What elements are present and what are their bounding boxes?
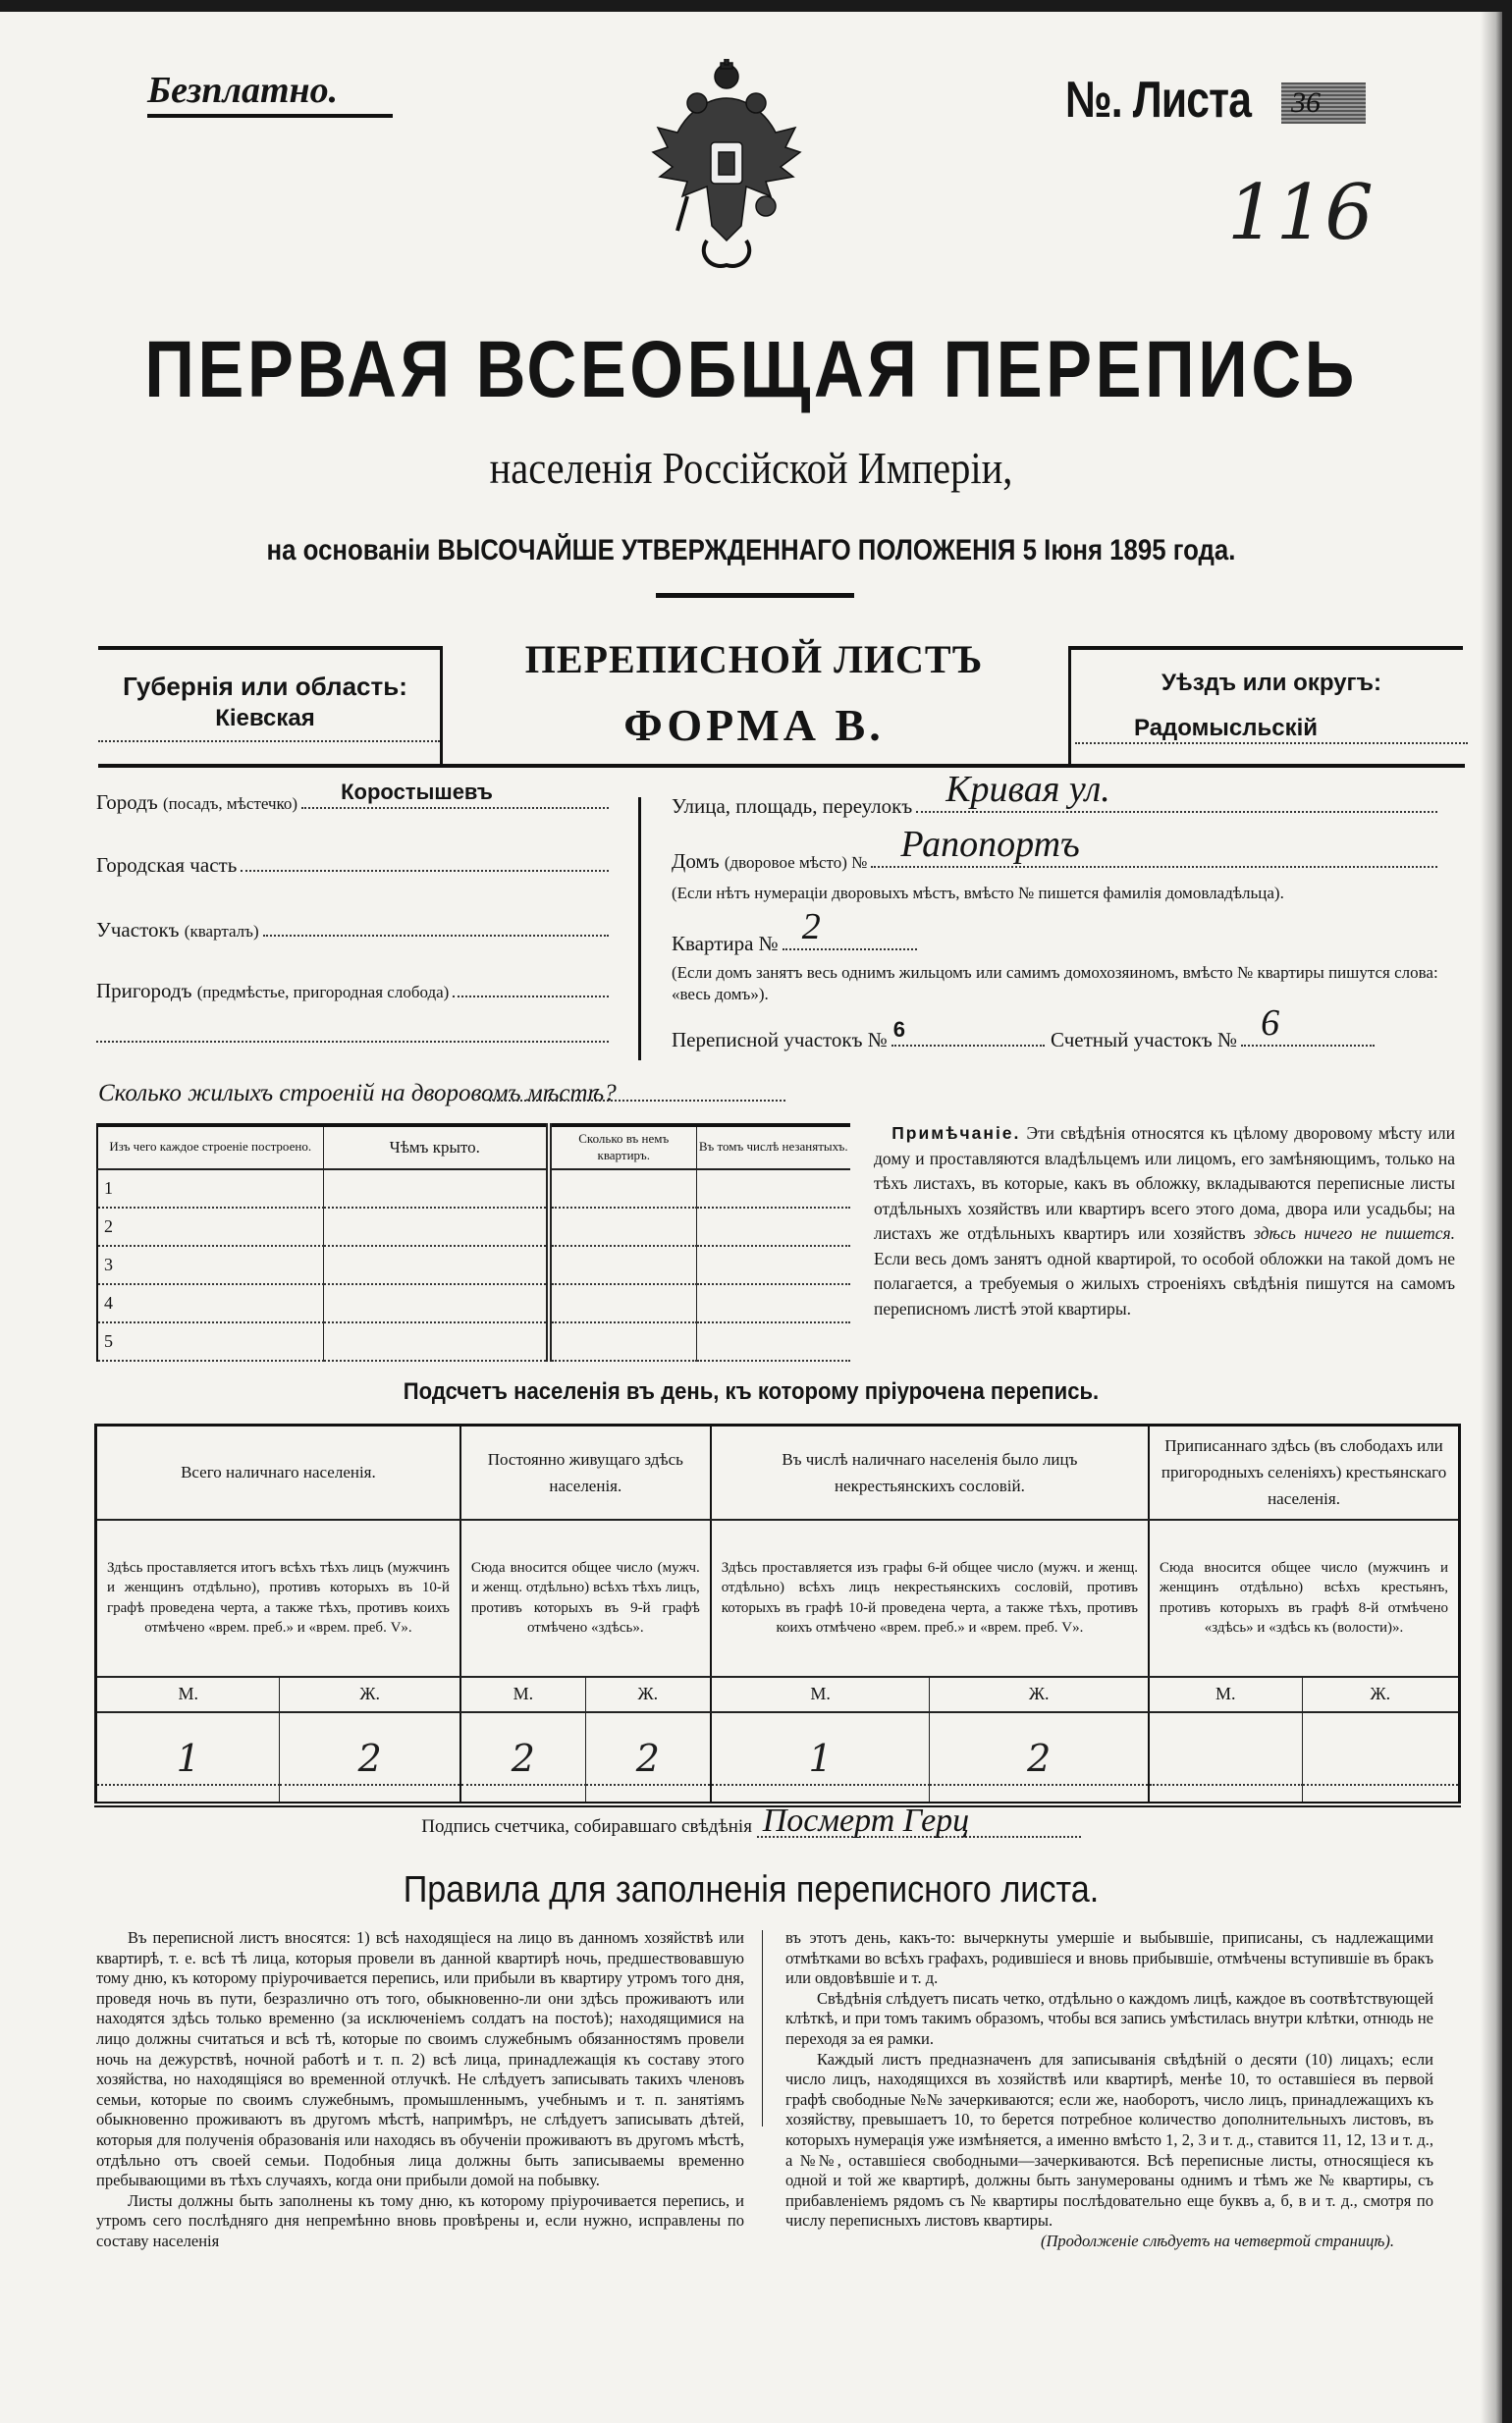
rules-column-divider: [762, 1930, 763, 2127]
apartment-label: Квартира №: [672, 932, 779, 955]
rules-left-column: [96, 1928, 744, 2252]
census-sheet-page: [0, 12, 1502, 2423]
house-label: Домъ: [672, 849, 720, 873]
building-row-number[interactable]: 2: [97, 1208, 323, 1246]
buildings-header-row: [97, 1125, 850, 1169]
sheet-number-stamp: 36: [1281, 82, 1366, 124]
street-input[interactable]: [916, 769, 1437, 813]
fields-divider: [638, 797, 641, 1060]
buildings-table-row: [97, 1169, 850, 1208]
note-text-2: Если весь домъ занятъ одной квартирой, то особой обложки на такой домъ не полагается, а требуемыя о жилыхъ строеніяхъ свѣдѣнія пишутся на самомъ переписномъ листѣ этой квартиры.: [874, 1248, 1455, 1319]
male-label: М.: [96, 1677, 280, 1712]
present-female-value[interactable]: 2: [280, 1712, 460, 1785]
building-row-number[interactable]: 4: [97, 1284, 323, 1322]
building-cell[interactable]: [549, 1284, 696, 1322]
uchastok-label: Участокъ: [96, 918, 180, 942]
uezd-label: Уѣздъ или округъ:: [1161, 670, 1382, 696]
form-title: ПЕРЕПИСНОЙ ЛИСТЪ: [524, 637, 984, 681]
note-label: Примѣчаніе.: [891, 1123, 1021, 1143]
signature-input[interactable]: [757, 1803, 1081, 1839]
note-italic: здѣсь ничего не пишется.: [1253, 1223, 1455, 1243]
box-rule: [98, 764, 1465, 768]
city-note: (посадъ, мѣстечко): [162, 794, 298, 813]
population-count-table: [94, 1424, 1461, 1807]
building-cell[interactable]: [696, 1322, 850, 1361]
count-district-label: Счетный участокъ №: [1051, 1028, 1238, 1051]
street-label: Улица, площадь, переулокъ: [672, 794, 913, 818]
rules-paragraph: въ этотъ день, какъ-то: вычеркнуты умершіе и выбывшіе, приписаны, съ надлежащими отмѣтками во всѣхъ графахъ, родившіеся и вновь прибывшіе, отмѣчены вступившіе въ бракъ или овдовѣвшіе и т. д.: [785, 1928, 1433, 1988]
building-cell[interactable]: [696, 1208, 850, 1246]
count-description-row: [96, 1520, 1460, 1677]
building-row-number[interactable]: 5: [97, 1322, 323, 1361]
free-label-underline: [147, 114, 393, 118]
count-district-input[interactable]: [1241, 1002, 1375, 1047]
building-cell[interactable]: [323, 1169, 549, 1208]
apartment-hint: (Если домъ занятъ весь однимъ жильцомъ или самимъ домохозяиномъ, вмѣсто № квартиры пишутся слова: «весь домъ»).: [672, 963, 1438, 1003]
count-col-header: Всего наличнаго населенія.: [96, 1426, 460, 1520]
uchastok-field[interactable]: [96, 917, 609, 942]
non-peasant-male-value[interactable]: 1: [711, 1712, 930, 1785]
note-paragraph: [874, 1121, 1455, 1321]
signature-label: Подпись счетчика, собиравшаго свѣдѣнія: [421, 1816, 752, 1837]
spacer-cell: [1302, 1785, 1459, 1804]
city-part-input[interactable]: [241, 852, 609, 872]
male-label: М.: [460, 1677, 585, 1712]
rules-right-column: [785, 1928, 1433, 2252]
uchastok-input[interactable]: [263, 917, 609, 937]
present-male-value[interactable]: 1: [96, 1712, 280, 1785]
double-headed-eagle-icon: [648, 59, 805, 285]
extra-dotted-line: [96, 1041, 609, 1043]
rules-title: Правила для заполненія переписного листа.: [403, 1869, 1100, 1911]
census-district-field[interactable]: [672, 1017, 1045, 1052]
apartment-field[interactable]: [672, 906, 917, 956]
rules-paragraph: Въ переписной листъ вносятся: 1) всѣ находящіеся на лицо въ данномъ хозяйствѣ или квартирѣ, т. е. всѣ тѣ лица, которыя провели въ данной квартирѣ ночь, предшествовавшую тому дню, къ которому пріурочивается перепись, или прибыли въ квартиру утромъ того дня, проведя ночь въ пути, безразлично отъ того, обыкновенно-ли они здѣсь проживаютъ или находятся здѣсь только временно (за исключеніемъ солдатъ на постоѣ); находящимися на лицо должны считаться и всѣ тѣ, которые по своимъ служебнымъ обязанностямъ провели ночь на дежурствѣ, ночной работѣ и т. п. 2) всѣ лица, принадлежащія къ составу этого хозяйства, но находящіяся во временной отлучкѣ. Не слѣдуетъ записывать такихъ членовъ семьи, которые по своимъ служебнымъ, промышленнымъ, учебнымъ и т. п. занятіямъ обыкновенно проживаютъ въ другомъ мѣстѣ, напримѣръ, не слѣдуетъ записывать дѣтей, которыя для полученія образованія или находясь въ обученіи проживаютъ въ другомъ мѣстѣ, отдѣльно отъ своей семьи. Подобныя лица должны быть записываемы временно пребывающими въ тѣхъ случаяхъ, когда они прибыли домой на побывку.: [96, 1928, 744, 2190]
building-cell[interactable]: [549, 1169, 696, 1208]
buildings-answer-line[interactable]: [489, 1100, 785, 1102]
census-basis: на основаніи ВЫСОЧАЙШЕ УТВЕРЖДЕННАГО ПОЛОЖЕНІЯ 5 Іюня 1895 года.: [266, 534, 1236, 566]
building-cell[interactable]: [696, 1169, 850, 1208]
census-district-value: 6: [892, 1017, 906, 1042]
prigorod-label: Пригородъ: [96, 979, 192, 1002]
city-value: Коростышевъ: [341, 780, 493, 804]
building-cell[interactable]: [323, 1322, 549, 1361]
spacer-cell: [585, 1785, 710, 1804]
uezd-dotted-line: [1075, 742, 1468, 744]
census-district-input[interactable]: [891, 1017, 1045, 1047]
prigorod-note: (предмѣстье, пригородная слобода): [196, 983, 450, 1001]
rules-paragraph: Каждый листъ предназначенъ для записыванія свѣдѣній о десяти (10) лицахъ; если число лицъ, находящихся въ хозяйствѣ или квартирѣ, менѣе 10, то оставшіеся въ первой графѣ свободные №№ зачеркиваются; если же, наоборотъ, число лицъ, принадлежащихъ къ хозяйству, превышаетъ 10, то берется потребное количество дополнительныхъ листовъ, въ которыхъ нумерація уже измѣняется, а именно вмѣсто 1, 2, 3 и т. д., ставится 11, 12, 13 и т. д., а №№, оставшіеся свободными—зачеркиваются. Всѣ переписные листы, относящіеся къ одной и той же квартирѣ, должны быть занумерованы однимъ и тѣмъ же № квартиры, съ прибавленіемъ рядомъ съ № квартиры послѣдовательно еще буквъ а, б, в и т. д., смотря по числу переписныхъ листовъ квартиры.: [785, 2049, 1433, 2231]
box-rule: [98, 646, 442, 650]
box-rule: [1070, 646, 1463, 650]
female-label: Ж.: [1302, 1677, 1459, 1712]
rules-paragraph: Свѣдѣнія слѣдуетъ писать четко, отдѣльно о каждомъ лицѣ, каждое въ соотвѣтствующей клѣткѣ, и при томъ такимъ образомъ, чтобы вся запись умѣстилась внутри клѣтки, отнюдь не переходя за ея рамки.: [785, 1988, 1433, 2048]
sheet-number-label: №. Листа: [1065, 72, 1252, 129]
street-field[interactable]: [672, 769, 1437, 819]
enumerator-signature: [0, 1803, 1502, 1839]
building-cell[interactable]: [549, 1246, 696, 1284]
house-value: Рапопортъ: [900, 824, 1080, 865]
count-col-header: Постоянно живущаго здѣсь населенія.: [460, 1426, 711, 1520]
prigorod-field[interactable]: [96, 978, 609, 1003]
count-spacer-row: [96, 1785, 1460, 1804]
building-cell[interactable]: [323, 1208, 549, 1246]
note-text: Эти свѣдѣнія относятся къ цѣлому дворовому мѣсту или дому и проставляются владѣльцемъ или лицомъ, его замѣняющимъ, только на тѣхъ листахъ, въ которые, какъ въ обложку, вкладываются переписные листы отдѣльныхъ хозяйствъ или квартиръ всего этого дома, двора или усадьбы; на листахъ же отдѣльныхъ квартиръ или хозяйствъ: [874, 1123, 1456, 1243]
population-count-title: Подсчетъ населенія въ день, къ которому пріурочена перепись.: [403, 1378, 1100, 1405]
buildings-table-row: [97, 1322, 850, 1361]
apartment-input[interactable]: [783, 906, 917, 950]
non-peasant-female-value[interactable]: 2: [930, 1712, 1149, 1785]
building-row-number[interactable]: 1: [97, 1169, 323, 1208]
female-label: Ж.: [930, 1677, 1149, 1712]
prigorod-input[interactable]: [453, 978, 609, 997]
count-col-description: Сюда вносится общее число (мужчинъ и женщинъ отдѣльно) всѣхъ крестьянъ, противъ которыхъ въ графѣ 8-й отмѣчено «здѣсь» и «здѣсь къ (волости)».: [1149, 1520, 1459, 1677]
spacer-cell: [460, 1785, 585, 1804]
count-values-row: [96, 1712, 1460, 1785]
house-hint: (Если нѣтъ нумераціи дворовыхъ мѣстъ, вмѣсто № пишется фамилія домовладѣльца).: [672, 884, 1284, 902]
rules-continuation-note: (Продолженіе слѣдуетъ на четвертой страницѣ).: [1041, 2231, 1394, 2250]
permanent-male-value[interactable]: 2: [460, 1712, 585, 1785]
count-col-description: Здѣсь проставляется изъ графы 6-й общее число (мужч. и женщ. отдѣльно) всѣхъ лицъ некрестьянскихъ сословій, противъ которыхъ въ графѣ 10-й проведена черта, а также тѣхъ, противъ коихъ отмѣчено «врем. преб.» и «врем. преб. V».: [711, 1520, 1149, 1677]
building-row-number[interactable]: 3: [97, 1246, 323, 1284]
male-label: М.: [1149, 1677, 1302, 1712]
spacer-cell: [96, 1785, 280, 1804]
census-subtitle: населенія Россійской Имперіи,: [489, 443, 1013, 493]
count-header-row: [96, 1426, 1460, 1520]
col-vacant: Въ томъ числѣ незанятыхъ.: [696, 1125, 850, 1169]
count-col-description: Сюда вносится общее число (мужч. и женщ. отдѣльно) всѣхъ тѣхъ лицъ, противъ которыхъ въ 9-й графѣ отмѣчено «здѣсь».: [460, 1520, 711, 1677]
building-cell[interactable]: [549, 1322, 696, 1361]
col-roof: Чѣмъ крыто.: [323, 1125, 549, 1169]
house-note: (дворовое мѣсто) №: [724, 853, 868, 872]
box-divider: [1068, 646, 1071, 764]
female-label: Ж.: [280, 1677, 460, 1712]
apartment-value: 2: [801, 906, 821, 947]
male-label: М.: [711, 1677, 930, 1712]
uezd-value[interactable]: Радомысльскій: [1134, 715, 1318, 741]
city-part-label: Городская часть: [96, 853, 238, 877]
house-field[interactable]: [672, 824, 1437, 874]
buildings-table-row: [97, 1246, 850, 1284]
peasant-female-value[interactable]: [1302, 1712, 1459, 1785]
census-title: ПЕРВАЯ ВСЕОБЩАЯ ПЕРЕПИСЬ: [144, 325, 1358, 414]
city-input[interactable]: [301, 780, 609, 809]
building-cell[interactable]: [323, 1246, 549, 1284]
count-col-header: Приписаннаго здѣсь (въ слободахъ или пригородныхъ селеніяхъ) крестьянскаго населенія.: [1149, 1426, 1459, 1520]
rules-paragraph: Листы должны быть заполнены къ тому дню, къ которому пріурочивается перепись, и утромъ сего послѣдняго дня непремѣнно вновь провѣрены и, если нужно, исправлены по составу населенія: [96, 2190, 744, 2250]
city-label: Городъ: [96, 790, 158, 814]
form-subtitle: ФОРМА В.: [623, 700, 885, 750]
spacer-cell: [930, 1785, 1149, 1804]
signature-value: Посмерт Герц: [762, 1803, 970, 1839]
count-sex-row: [96, 1677, 1460, 1712]
building-cell[interactable]: [696, 1284, 850, 1322]
buildings-table-row: [97, 1208, 850, 1246]
buildings-table-row: [97, 1284, 850, 1322]
spacer-cell: [1149, 1785, 1302, 1804]
free-label: Безплатно.: [147, 70, 339, 111]
spacer-cell: [280, 1785, 460, 1804]
female-label: Ж.: [585, 1677, 710, 1712]
col-apartments: Сколько въ немъ квартиръ.: [549, 1125, 696, 1169]
building-cell[interactable]: [323, 1284, 549, 1322]
spacer-cell: [711, 1785, 930, 1804]
count-col-description: Здѣсь проставляется итогъ всѣхъ тѣхъ лицъ (мужчинъ и женщинъ отдѣльно), противъ которыхъ въ 10-й графѣ проведена черта, а также тѣхъ, противъ коихъ отмѣчено «врем. преб.» и «врем. преб. V».: [96, 1520, 460, 1677]
gubernia-dotted-line: [98, 740, 440, 742]
peasant-male-value[interactable]: [1149, 1712, 1302, 1785]
street-value: Кривая ул.: [945, 769, 1110, 810]
col-material: Изъ чего каждое строеніе построено.: [97, 1125, 323, 1169]
permanent-female-value[interactable]: 2: [585, 1712, 710, 1785]
house-input[interactable]: [871, 824, 1437, 868]
building-cell[interactable]: [696, 1246, 850, 1284]
handwritten-sheet-number: 116: [1227, 169, 1374, 257]
building-cell[interactable]: [549, 1208, 696, 1246]
gubernia-label: Губернія или область:: [123, 672, 407, 701]
title-divider: [656, 593, 854, 598]
count-district-field[interactable]: [1051, 1002, 1375, 1052]
census-district-label: Переписной участокъ №: [672, 1028, 888, 1051]
gubernia-value[interactable]: Кіевская: [215, 705, 315, 731]
buildings-table: [96, 1123, 850, 1362]
count-col-header: Въ числѣ наличнаго населенія было лицъ некрестьянскихъ сословій.: [711, 1426, 1149, 1520]
buildings-question: Сколько жилыхъ строеній на дворовомъ мѣстѣ?: [98, 1080, 617, 1106]
city-part-field[interactable]: [96, 852, 609, 878]
uchastok-note: (кварталъ): [184, 922, 259, 941]
city-field[interactable]: [96, 780, 609, 815]
count-district-value: 6: [1261, 1002, 1280, 1044]
